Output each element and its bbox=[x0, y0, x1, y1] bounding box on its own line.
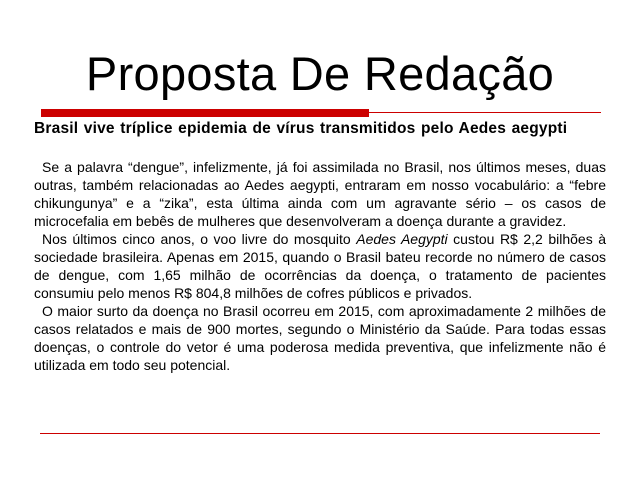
paragraph-2-end: custou R$ 2,2 bilhões à sociedade brasileira. Apenas em 2015, quando o Brasil bateu recorde no número de casos de dengue, com 1,65 milhão de ocorrências da doença, o tratamento de pacientes consumiu pelo menos R$ 804,8 milhões de cofres públicos e privados. bbox=[34, 231, 607, 301]
title-divider-line bbox=[369, 112, 601, 113]
article-headline: Brasil vive tríplice epidemia de vírus transmitidos pelo Aedes aegypti bbox=[34, 120, 568, 137]
species-name-italic: Aedes Aegypti bbox=[356, 231, 448, 247]
paragraph-2-start: Nos últimos cinco anos, o voo livre do mosquito bbox=[42, 231, 357, 247]
slide-title: Proposta De Redação bbox=[85, 47, 555, 100]
paragraph-3: O maior surto da doença no Brasil ocorreu em 2015, com aproximadamente 2 milhões de casos relatados e mais de 900 mortes, segundo o Ministério da Saúde. Para todas essas doenças, o controle do vetor é uma poderosa medida preventiva, que infelizmente não é utilizada em todo seu potencial. bbox=[34, 303, 606, 373]
bottom-divider-line bbox=[40, 433, 600, 434]
paragraph-1: Se a palavra “dengue”, infelizmente, já foi assimilada no Brasil, nos últimos meses, duas outras, também relacionadas ao Aedes aegypti, entraram em nosso vocabulário: a “febre chikungunya” e a “zika”, esta última ainda com um agravante sério – os casos de microcefalia em bebês de mulheres que desenvolveram a doença durante a gravidez. bbox=[34, 159, 606, 229]
paragraph-2 bbox=[34, 230, 606, 302]
title-accent-bar bbox=[41, 109, 369, 117]
article-body bbox=[34, 120, 606, 374]
